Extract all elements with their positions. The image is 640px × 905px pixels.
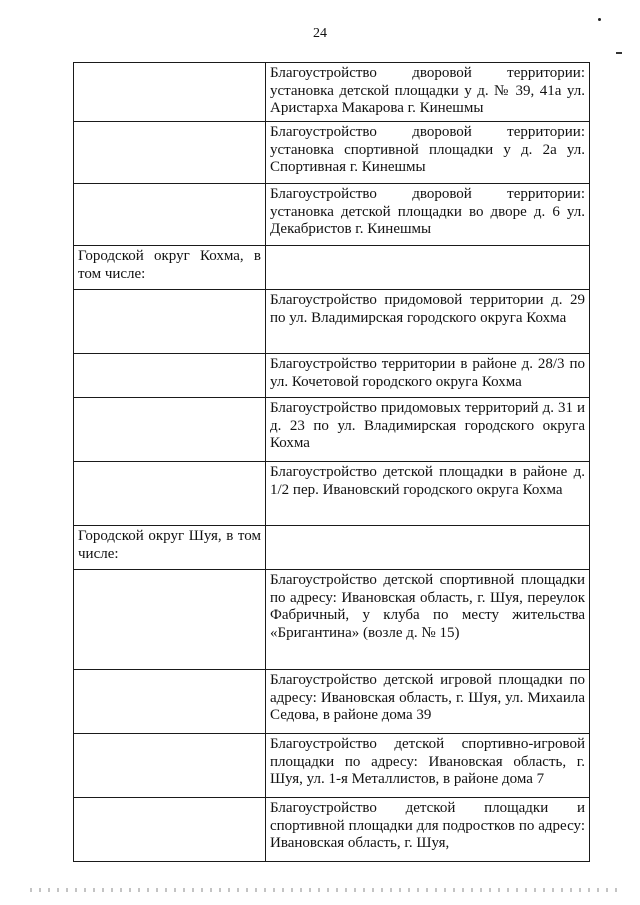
table-cell-left <box>74 570 266 670</box>
table-cell-right: Благоустройство детской спортивно-игровой площадки по адресу: Ивановская область, г. Шуя, ул. 1-я Металлистов, в районе дома 7 <box>266 734 590 798</box>
table-row <box>74 462 590 526</box>
table-cell-right: Благоустройство детской игровой площадки по адресу: Ивановская область, г. Шуя, ул. Михаила Седова, в районе дома 39 <box>266 670 590 734</box>
scan-artifact <box>30 888 620 892</box>
table-cell-left <box>74 398 266 462</box>
table-row <box>74 122 590 184</box>
table-row <box>74 398 590 462</box>
table-cell-right: Благоустройство дворовой территории: установка детской площадки во дворе д. 6 ул. Декабристов г. Кинешмы <box>266 184 590 246</box>
table-cell-left <box>74 122 266 184</box>
table-cell-left <box>74 354 266 398</box>
table-cell-left <box>74 670 266 734</box>
table-cell-right: Благоустройство придомовых территорий д. 31 и д. 23 по ул. Владимирская городского округа Кохма <box>266 398 590 462</box>
table-row <box>74 526 590 570</box>
scan-speck <box>598 18 601 21</box>
table-row <box>74 670 590 734</box>
table-cell-left <box>74 734 266 798</box>
page-number: 24 <box>313 26 327 41</box>
document-table <box>73 62 590 862</box>
table-row <box>74 734 590 798</box>
scan-mark <box>616 52 622 54</box>
table-cell-right: Благоустройство детской площадки и спортивной площадки для подростков по адресу: Ивановская область, г. Шуя, <box>266 798 590 862</box>
section-heading: Городской округ Кохма, в том числе: <box>74 246 266 290</box>
table-cell-right: Благоустройство придомовой территории д. 29 по ул. Владимирская городского округа Кохма <box>266 290 590 354</box>
table-row <box>74 290 590 354</box>
table-row <box>74 798 590 862</box>
table-row <box>74 63 590 122</box>
table-cell-right <box>266 246 590 290</box>
table-cell-right: Благоустройство детской площадки в районе д. 1/2 пер. Ивановский городского округа Кохма <box>266 462 590 526</box>
table-cell-left <box>74 290 266 354</box>
section-heading: Городской округ Шуя, в том числе: <box>74 526 266 570</box>
table-row <box>74 570 590 670</box>
table-row <box>74 184 590 246</box>
table-cell-right: Благоустройство дворовой территории: установка спортивной площадки у д. 2а ул. Спортивная г. Кинешмы <box>266 122 590 184</box>
table-cell-left <box>74 798 266 862</box>
table-row <box>74 246 590 290</box>
table-cell-right: Благоустройство детской спортивной площадки по адресу: Ивановская область, г. Шуя, переулок Фабричный, у клуба по месту жительства «Бригантина» (возле д. № 15) <box>266 570 590 670</box>
table-cell-left <box>74 63 266 122</box>
table-row <box>74 354 590 398</box>
table-cell-right: Благоустройство территории в районе д. 28/3 по ул. Кочетовой городского округа Кохма <box>266 354 590 398</box>
table-cell-right <box>266 526 590 570</box>
table-cell-left <box>74 462 266 526</box>
table-cell-right: Благоустройство дворовой территории: установка детской площадки у д. № 39, 41а ул. Аристарха Макарова г. Кинешмы <box>266 63 590 122</box>
table-cell-left <box>74 184 266 246</box>
